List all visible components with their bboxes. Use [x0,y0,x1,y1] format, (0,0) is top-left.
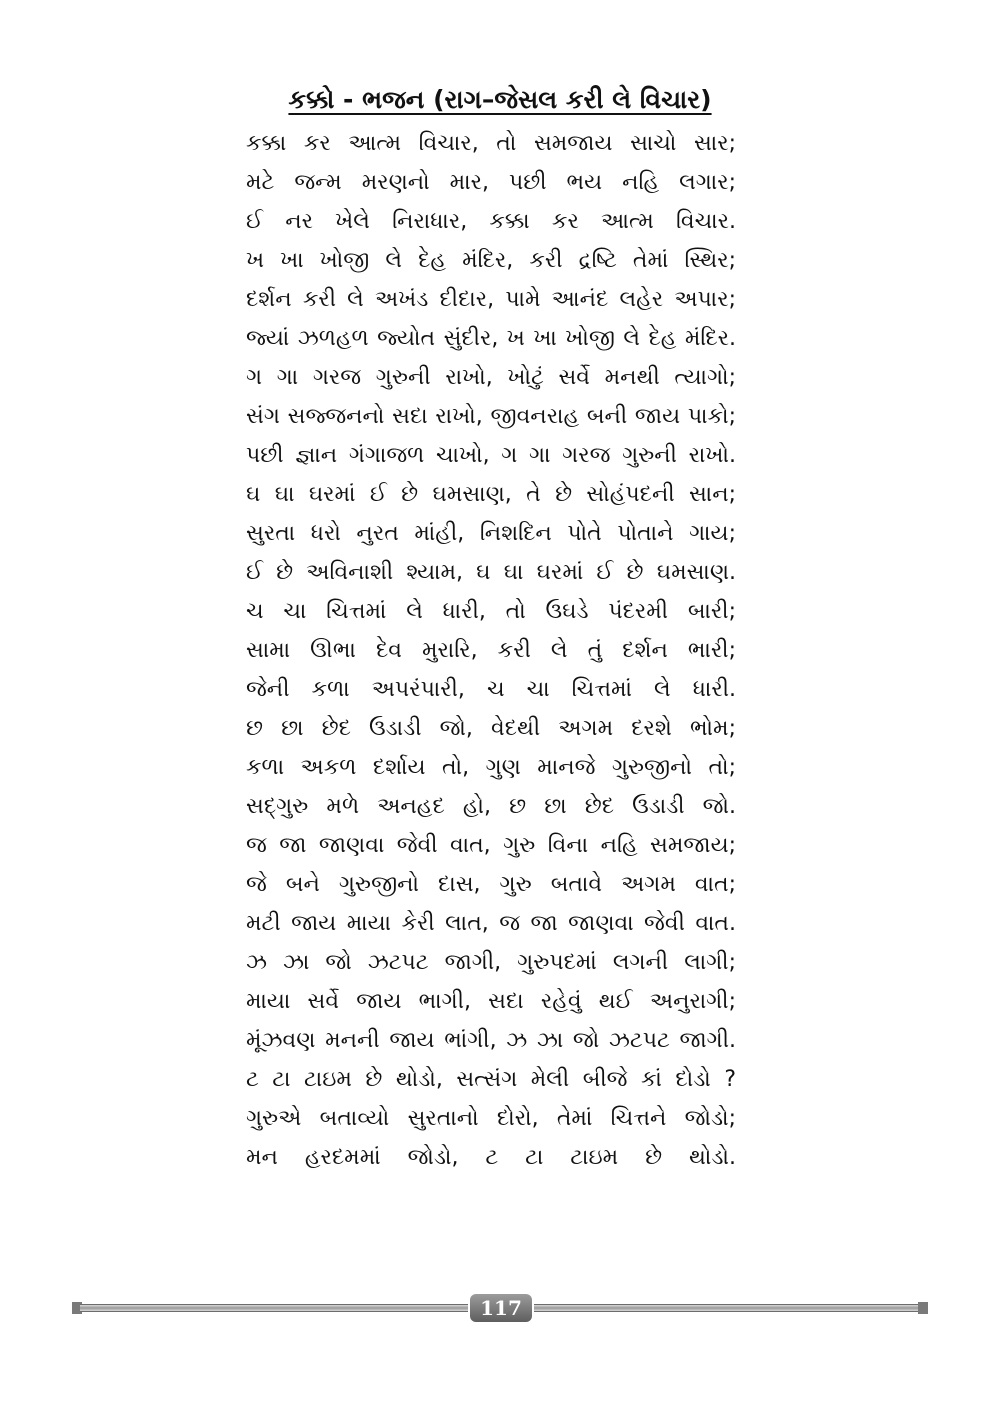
poem-line: સુરતા ધરો નુરત માંહી, નિશદિન પોતે પોતાને ગાય; [246,521,736,546]
footer-endcap-right [918,1302,928,1314]
poem-line: મન હરદમમાં જોડો, ટ ટા ટાઇમ છે થોડો. [246,1145,736,1170]
poem-line: ગ ગા ગરજ ગુરુની રાખો, ખોટું સર્વે મનથી ત્યાગો; [246,365,736,390]
page-title [0,82,1000,118]
poem-line: સદ્‌ગુરુ મળે અનહદ હો, છ છા છેદ ઉડાડી જો. [246,794,736,819]
poem-line: કક્કા કર આત્મ વિચાર, તો સમજાય સાચો સાર; [246,131,736,156]
poem-line: ઘ ઘા ઘરમાં ઈ છે ઘમસાણ, તે છે સોહંપદની સાન; [246,482,736,507]
poem-line: મટી જાય માયા કેરી લાત, જ જા જાણવા જેવી વાત. [246,911,736,936]
page-footer [72,1294,928,1322]
poem-line: ઝ ઝા જો ઝટપટ જાગી, ગુરુપદમાં લગની લાગી; [246,950,736,975]
poem-line: સામા ઊભા દેવ મુરારિ, કરી લે તું દર્શન ભારી; [246,638,736,663]
poem-line: પછી જ્ઞાન ગંગાજળ ચાખો, ગ ગા ગરજ ગુરુની રાખો. [246,443,736,468]
poem-line: ટ ટા ટાઇમ છે થોડો, સત્સંગ મેલી બીજે કાં દોડો ? [246,1067,736,1092]
poem-line: જે બને ગુરુજીનો દાસ, ગુરુ બતાવે અગમ વાત; [246,872,736,897]
title-text: કક્કો - ભજન (રાગ–જેસલ કરી લે વિચાર) [288,85,712,114]
poem-line: ચ ચા ચિત્તમાં લે ધારી, તો ઉઘડે પંદરમી બારી; [246,599,736,624]
poem-line: ઈ છે અવિનાશી શ્યામ, ઘ ઘા ઘરમાં ઈ છે ઘમસાણ. [246,560,736,585]
footer-rule-right [534,1304,920,1312]
poem-line: જ્યાં ઝળહળ જ્યોત સુંદીર, ખ ખા ખોજી લે દેહ મંદિર. [246,326,736,351]
poem-body [246,124,736,1177]
poem-line: મૂંઝવણ મનની જાય ભાંગી, ઝ ઝા જો ઝટપટ જાગી. [246,1028,736,1053]
poem-line: કળા અકળ દર્શાય તો, ગુણ માનજે ગુરુજીનો તો; [246,755,736,780]
poem-line: માયા સર્વે જાય ભાગી, સદા રહેવું થઈ અનુરાગી; [246,989,736,1014]
poem-line: છ છા છેદ ઉડાડી જો, વેદથી અગમ દરશે ભોમ; [246,716,736,741]
poem-line: ઈ નર ખેલે નિરાધાર, કક્કા કર આત્મ વિચાર. [246,209,736,234]
poem-line: ગુરુએ બતાવ્યો સુરતાનો દોરો, તેમાં ચિત્તને જોડો; [246,1106,736,1131]
poem-line: ખ ખા ખોજી લે દેહ મંદિર, કરી દ્રષ્ટિ તેમાં સ્થિર; [246,248,736,273]
poem-line: જ જા જાણવા જેવી વાત, ગુરુ વિના નહિ સમજાય; [246,833,736,858]
poem-line: મટે જન્મ મરણનો માર, પછી ભય નહિ લગાર; [246,170,736,195]
page-number-badge: 117 [470,1294,532,1322]
poem-line: જેની કળા અપરંપારી, ચ ચા ચિત્તમાં લે ધારી. [246,677,736,702]
footer-rule-left [80,1304,468,1312]
poem-line: દર્શન કરી લે અખંડ દીદાર, પામે આનંદ લહેર અપાર; [246,287,736,312]
poem-line: સંગ સજ્જનનો સદા રાખો, જીવનરાહ બની જાય પાકો; [246,404,736,429]
